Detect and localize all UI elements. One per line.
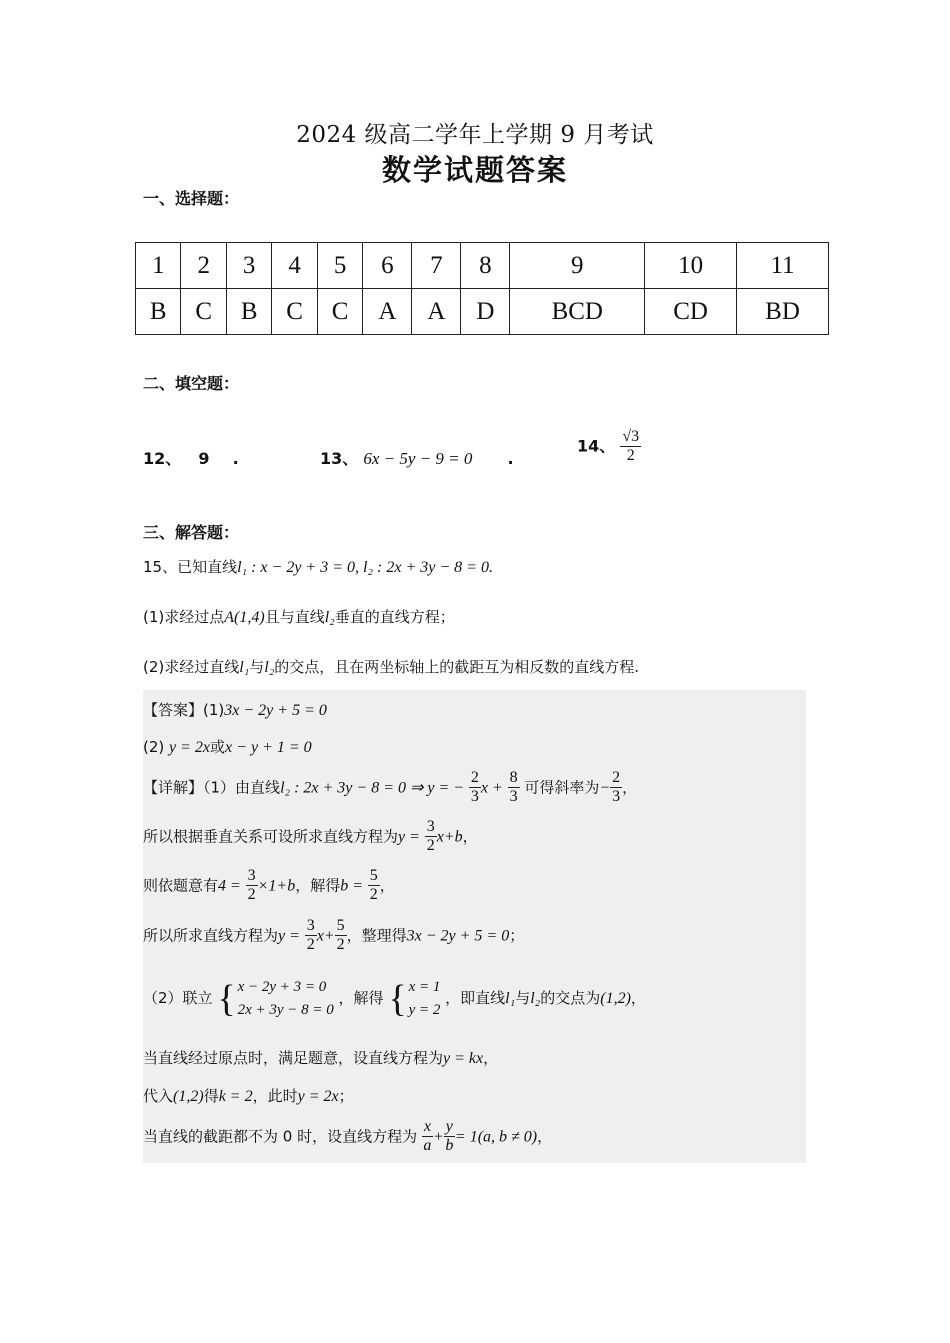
math: l₂ [530,990,541,1007]
left-brace: { [388,977,407,1020]
choice-answer-table [135,242,829,335]
table-cell: A [412,289,461,335]
math: l₂ [324,609,335,626]
fraction-numerator: √3 [620,428,641,447]
text: 当直线经过原点时，满足题意，设直线方程为 [143,1049,444,1067]
fraction [246,867,258,905]
math: y = 2x [297,1088,339,1105]
table-cell: B [136,289,181,335]
text: 垂直的直线方程； [334,608,455,626]
table-cell: 7 [412,243,461,289]
fraction-denominator: 2 [426,837,435,855]
math: ×1+b [257,877,296,895]
table-cell: C [181,289,226,335]
equation-system [217,976,333,1021]
text: ， [630,989,646,1007]
math: (1,2) [173,1088,204,1105]
detail-line-4 [143,917,524,955]
text: (2) [143,738,165,756]
text: 与 [515,989,531,1007]
table-cell: 5 [317,243,362,289]
table-cell: 9 [510,243,645,289]
math: 4 = [218,877,241,895]
system-row: y = 2 [408,1001,441,1018]
math: x+b [436,828,463,846]
text: （2）联立 [143,989,213,1007]
table-cell: 10 [645,243,737,289]
text: 与 [249,658,265,676]
text: ， [483,1049,499,1067]
fraction-denominator: 2 [626,447,635,465]
system-row: x − 2y + 3 = 0 [237,979,327,995]
section-choice-heading: 一、选择题： [143,189,240,208]
section-solve-heading: 三、解答题： [143,523,240,542]
text: 的交点，且在两坐标轴上的截距互为相反数的直线方程. [274,658,640,676]
q14-fraction [620,428,641,466]
fraction-denominator: b [445,1137,454,1155]
table-row-answers [136,289,829,335]
fraction-numerator: x [422,1118,433,1137]
section-fill-heading: 二、填空题： [143,374,240,393]
fraction-numerator: 5 [335,917,347,936]
detail-line-8 [143,1118,552,1156]
text: ， [462,827,478,846]
detail-line-7 [143,1085,354,1106]
fraction [444,1118,455,1156]
fraction-numerator: y [444,1118,455,1137]
detail-line-5 [143,976,646,1021]
fraction [422,1118,433,1156]
exam-title: 2024 级高二学年上学期 9 月考试 [296,122,654,148]
table-cell: C [317,289,362,335]
text: ，解得 [338,989,384,1007]
stem-math: l₁ : x − 2y + 3 = 0, l₂ : 2x + 3y − 8 = 0. [237,559,493,576]
math: y = kx [443,1050,484,1067]
stem-text: 15、已知直线 [143,558,238,576]
system-row: 2x + 3y − 8 = 0 [237,1001,334,1018]
text: 得 [203,1087,219,1105]
q12-answer [143,446,239,469]
math: (1,2) [600,990,631,1007]
detail-line-1 [143,769,637,807]
table-cell: 6 [363,243,412,289]
fraction-denominator: 2 [306,936,315,954]
math: l₁ [239,659,250,676]
text: (2)求经过直线 [143,658,240,676]
q13-answer [320,446,514,469]
text: ，此时 [252,1087,298,1105]
detail-label: 【详解】 [143,778,204,797]
math: x − y + 1 = 0 [225,739,312,756]
math: A(1,4) [224,609,265,626]
math: y = [278,927,300,945]
table-row-numbers [136,243,829,289]
fraction-denominator: 2 [369,886,378,904]
fraction-numerator: 3 [246,867,258,886]
math: − [599,779,611,797]
math: x + [480,779,503,797]
fraction-denominator: a [423,1137,432,1155]
text: ，整理得 [346,926,407,945]
math: b = [340,877,363,895]
text: 所以所求直线方程为 [143,926,279,945]
text: 的交点为 [540,989,601,1007]
fraction-numerator: 3 [425,818,437,837]
math: = 1(a, b ≠ 0) [454,1128,538,1146]
fraction-numerator: 5 [368,867,380,886]
math: l₂ : 2x + 3y − 8 = 0 ⇒ y = − [280,779,465,797]
table-cell: A [363,289,412,335]
q12-label: 12、 [143,449,182,468]
table-cell: B [226,289,271,335]
math: 3x − 2y + 5 = 0 [406,927,510,945]
fraction [508,769,520,807]
text: ， [537,1127,553,1146]
text: 所以根据垂直关系可设所求直线方程为 [143,827,399,846]
math: l₁ [505,990,516,1007]
text: ，解得 [295,876,341,895]
text: ， [622,778,638,797]
math: 3x − 2y + 5 = 0 [224,702,327,719]
math: y = 2x [169,739,211,756]
table-cell: 2 [181,243,226,289]
fraction [469,769,481,807]
fraction-numerator: 8 [508,769,520,788]
q13-label: 13、 [320,449,359,468]
fraction-denominator: 2 [247,886,256,904]
q15-part1 [143,606,455,627]
fraction-denominator: 2 [336,936,345,954]
math: y = [398,828,420,846]
text: （1）由直线 [203,778,281,797]
math: k = 2 [218,1088,253,1105]
answer-line-1 [143,699,327,720]
text: 或 [210,738,226,756]
q15-stem [143,556,493,577]
q12-value: 9 [198,449,210,468]
text: 当直线的截距都不为 0 时，设直线方程为 [143,1127,418,1146]
answer-line-2 [143,736,312,757]
text: (1) [203,701,225,719]
table-cell: 8 [461,243,510,289]
math: + [432,1128,444,1146]
system-row: x = 1 [408,979,441,995]
fraction-denominator: 3 [470,788,479,806]
solution-system [388,976,440,1021]
math: x+ [316,927,335,945]
text: ， [379,876,395,895]
text: 且与直线 [264,608,325,626]
q15-part2 [143,656,639,677]
detail-line-2 [143,818,478,856]
answer-label: 【答案】 [143,701,204,719]
text: ； [338,1087,354,1105]
answer-title: 数学试题答案 [381,153,568,187]
q14-label: 14、 [577,436,616,456]
table-cell: CD [645,289,737,335]
q13-dot: . [507,449,514,468]
fraction-denominator: 3 [509,788,518,806]
table-cell: BCD [510,289,645,335]
fraction [610,769,622,807]
table-cell: C [272,289,317,335]
table-cell: 3 [226,243,271,289]
text: 代入 [143,1087,174,1105]
text: (1)求经过点 [143,608,225,626]
text: ； [509,926,525,945]
math: l₂ [264,659,275,676]
fraction [335,917,347,955]
text: 可得斜率为 [524,778,600,797]
table-cell: 11 [737,243,829,289]
fraction-numerator: 2 [610,769,622,788]
fraction [368,867,380,905]
q13-value: 6x − 5y − 9 = 0 [363,449,473,468]
fraction-numerator: 3 [305,917,317,936]
table-cell: 1 [136,243,181,289]
text: 则依题意有 [143,876,219,895]
left-brace: { [217,977,236,1020]
detail-line-6 [143,1047,498,1068]
table-cell: 4 [272,243,317,289]
table-cell: D [461,289,510,335]
detail-line-3 [143,867,395,905]
fraction-denominator: 3 [612,788,621,806]
q12-dot: . [232,449,239,468]
text: ，即直线 [445,989,506,1007]
q14-answer [577,428,641,466]
fraction-numerator: 2 [469,769,481,788]
fraction [305,917,317,955]
table-cell: BD [737,289,829,335]
fraction [425,818,437,856]
